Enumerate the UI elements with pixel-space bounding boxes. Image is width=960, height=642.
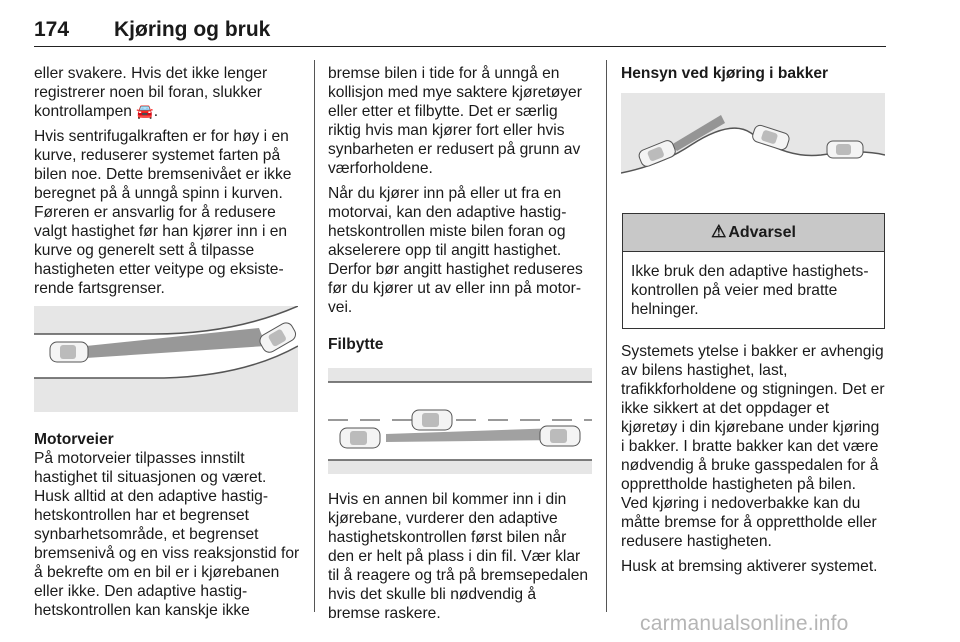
paragraph-text: eller svakere. Hvis det ikke lenger registrerer noen bil foran, slukker kontrollampen	[34, 65, 268, 120]
section-heading-filbytte: Filbytte	[328, 336, 384, 353]
paragraph: Systemets ytelse i bakker er avhengig av bilens hastighet, last, trafikkforholdene og stigningen. Det er ikke sikkert at det oppdager et kjøretøy i din kjørebane under kjøring i bakker. I bratte bakker kan det være nødvendig å bruke gasspedalen for å opprettholde hastigheten på bilen. Ved kjøring i nedoverbakke kan du måtte bremse for å opprettholde eller redusere hastigheten.	[621, 343, 885, 550]
section-heading-motorveier: Motorveier	[34, 431, 114, 448]
page-title: Kjøring og bruk	[114, 18, 271, 41]
curve-illustration	[34, 306, 298, 412]
paragraph	[34, 64, 300, 121]
paragraph: Hvis en annen bil kommer inn i din kjørebane, vurderer den adaptive hastighetskontrollen først bilen når den er helt på plass i din fil. Vær klar til å reagere og trå på bremsepedalen hvis det skulle bli nødvendig å bremse raskere.	[328, 491, 589, 622]
car-front-icon: 🚘	[136, 103, 154, 119]
column-3	[621, 64, 887, 582]
paragraph: Hvis sentrifugalkraften er for høy i en kurve, reduserer systemet farten på bilen noe. Dette bremsenivået er ikke beregnet på å unngå spinn i kurven. Føreren er ansvarlig for å redusere valgt hastighet før han kjører inn i en kurve og generelt sett å tilpasse hastigheten etter veitype og eksisterende fartsgrenser.	[34, 128, 292, 297]
column-divider	[314, 60, 315, 612]
page-number: 174	[34, 18, 70, 41]
warning-triangle-icon: ⚠	[711, 222, 727, 241]
hill-illustration	[621, 93, 885, 199]
watermark: carmanualsonline.info	[640, 612, 849, 635]
warning-header	[623, 214, 884, 252]
lane-change-illustration	[328, 368, 592, 474]
column-2	[328, 64, 592, 629]
warning-box	[622, 213, 885, 329]
paragraph: bremse bilen i tide for å unngå en kollisjon med mye saktere kjøretøyer eller etter et filbytte. Det er særlig riktig hvis man kjører fort eller hvis synbarheten er redusert på grunn av værforholdene.	[328, 65, 582, 177]
column-divider	[606, 60, 607, 612]
paragraph-end: .	[153, 103, 159, 120]
section-heading-bakker: Hensyn ved kjøring i bakker	[621, 65, 829, 82]
column-1	[34, 64, 300, 626]
warning-title: Advarsel	[728, 224, 796, 241]
paragraph: Når du kjører inn på eller ut fra en motorvai, kan den adaptive hastighetskontrollen miste bilen foran og akselerere opp til angitt hastighet. Derfor bør angitt hastighet reduseres før du kjører ut av eller inn på motorvei.	[328, 185, 583, 316]
warning-text: Ikke bruk den adaptive hastighetskontrollen på veier med bratte helninger.	[631, 263, 869, 318]
page-header	[34, 6, 886, 47]
paragraph: Husk at bremsing aktiverer systemet.	[621, 558, 878, 575]
paragraph: På motorveier tilpasses innstilt hastighet til situasjonen og været. Husk alltid at den adaptive hastighetskontrollen har et begrenset synbarhetsområde, et begrenset bremsenivå og en viss reaksjonstid for å bekrefte om en bil er i kjørebanen eller ikke. Den adaptive hastighetskontrollen kan kanskje ikke	[34, 450, 300, 619]
